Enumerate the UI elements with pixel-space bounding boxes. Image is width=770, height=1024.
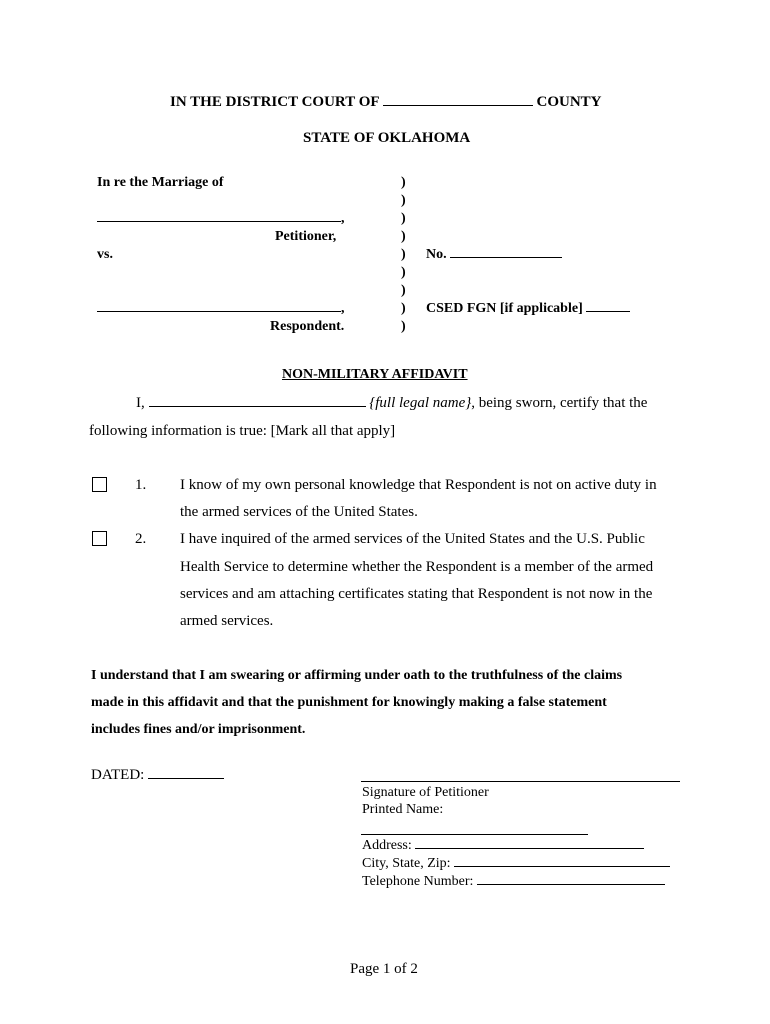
- caption-paren: ): [401, 283, 406, 298]
- option-2-number: 2.: [135, 531, 147, 547]
- intro-lead: I,: [136, 395, 145, 411]
- option-2-checkbox[interactable]: [92, 531, 107, 546]
- caption-paren: ): [401, 175, 406, 190]
- option-2-text-line: armed services.: [180, 613, 274, 629]
- address-blank[interactable]: [415, 848, 644, 849]
- city-state-zip-line: [362, 857, 670, 871]
- case-number-line: [426, 248, 562, 262]
- option-1-text-line: I know of my own personal knowledge that Respondent is not on active duty in: [180, 477, 657, 493]
- signature-line[interactable]: [361, 781, 680, 782]
- dated-blank[interactable]: [148, 778, 224, 779]
- caption-paren: ): [401, 301, 406, 316]
- printed-name-label: Printed Name:: [362, 802, 444, 817]
- vs-label: vs.: [97, 247, 113, 262]
- page-number: Page 1 of 2: [350, 961, 418, 977]
- option-2-text-line: I have inquired of the armed services of the United States and the U.S. Public: [180, 531, 645, 547]
- csed-label: CSED FGN [if applicable]: [426, 301, 583, 316]
- county-blank[interactable]: [383, 105, 533, 106]
- caption-paren: ): [401, 229, 406, 244]
- petitioner-name-blank[interactable]: [97, 221, 341, 222]
- in-re-label: In re the Marriage of: [97, 175, 224, 190]
- court-header-suffix: COUNTY: [536, 94, 602, 110]
- telephone-label: Telephone Number:: [362, 874, 474, 889]
- full-legal-name-blank[interactable]: [149, 406, 366, 407]
- caption-paren: ): [401, 247, 406, 262]
- address-label: Address:: [362, 838, 412, 853]
- caption-paren: ): [401, 319, 406, 334]
- respondent-comma: ,: [341, 301, 345, 316]
- case-number-label: No.: [426, 247, 447, 262]
- court-header-line: [170, 95, 602, 110]
- court-header-prefix: IN THE DISTRICT COURT OF: [170, 94, 379, 110]
- caption-paren: ): [401, 265, 406, 280]
- affidavit-title: NON-MILITARY AFFIDAVIT: [282, 367, 468, 382]
- state-heading: STATE OF OKLAHOMA: [303, 130, 471, 146]
- respondent-name-blank[interactable]: [97, 311, 341, 312]
- printed-name-blank[interactable]: [361, 834, 588, 835]
- oath-line: includes fines and/or imprisonment.: [91, 722, 306, 737]
- caption-paren: ): [401, 193, 406, 208]
- city-state-zip-blank[interactable]: [454, 866, 670, 867]
- petitioner-comma: ,: [341, 211, 345, 226]
- petitioner-name-line: [97, 212, 345, 226]
- city-state-zip-label: City, State, Zip:: [362, 856, 451, 871]
- dated-label: DATED:: [91, 767, 145, 783]
- telephone-blank[interactable]: [477, 884, 665, 885]
- csed-line: [426, 302, 630, 316]
- oath-line: made in this affidavit and that the punishment for knowingly making a false statement: [91, 695, 607, 710]
- respondent-label: Respondent.: [270, 319, 345, 334]
- intro-rest: , being sworn, certify that the: [471, 395, 648, 411]
- address-line: [362, 839, 644, 853]
- petitioner-label: Petitioner,: [275, 229, 337, 244]
- case-number-blank[interactable]: [450, 257, 562, 258]
- option-1-checkbox[interactable]: [92, 477, 107, 492]
- telephone-line: [362, 875, 665, 889]
- option-1-text-line: the armed services of the United States.: [180, 504, 418, 520]
- signature-label: Signature of Petitioner: [362, 785, 489, 800]
- intro-line-2: following information is true: [Mark all that apply]: [89, 423, 396, 439]
- option-2-text-line: Health Service to determine whether the Respondent is a member of the armed: [180, 559, 654, 575]
- respondent-name-line: [97, 302, 345, 316]
- option-1-number: 1.: [135, 477, 147, 493]
- caption-paren: ): [401, 211, 406, 226]
- intro-line-1: [136, 396, 647, 411]
- full-legal-name-hint: {full legal name}: [369, 395, 472, 411]
- dated-line: [91, 768, 224, 783]
- option-2-text-line: services and am attaching certificates stating that Respondent is not now in the: [180, 586, 653, 602]
- oath-line: I understand that I am swearing or affirming under oath to the truthfulness of the claims: [91, 668, 623, 683]
- csed-blank[interactable]: [586, 311, 630, 312]
